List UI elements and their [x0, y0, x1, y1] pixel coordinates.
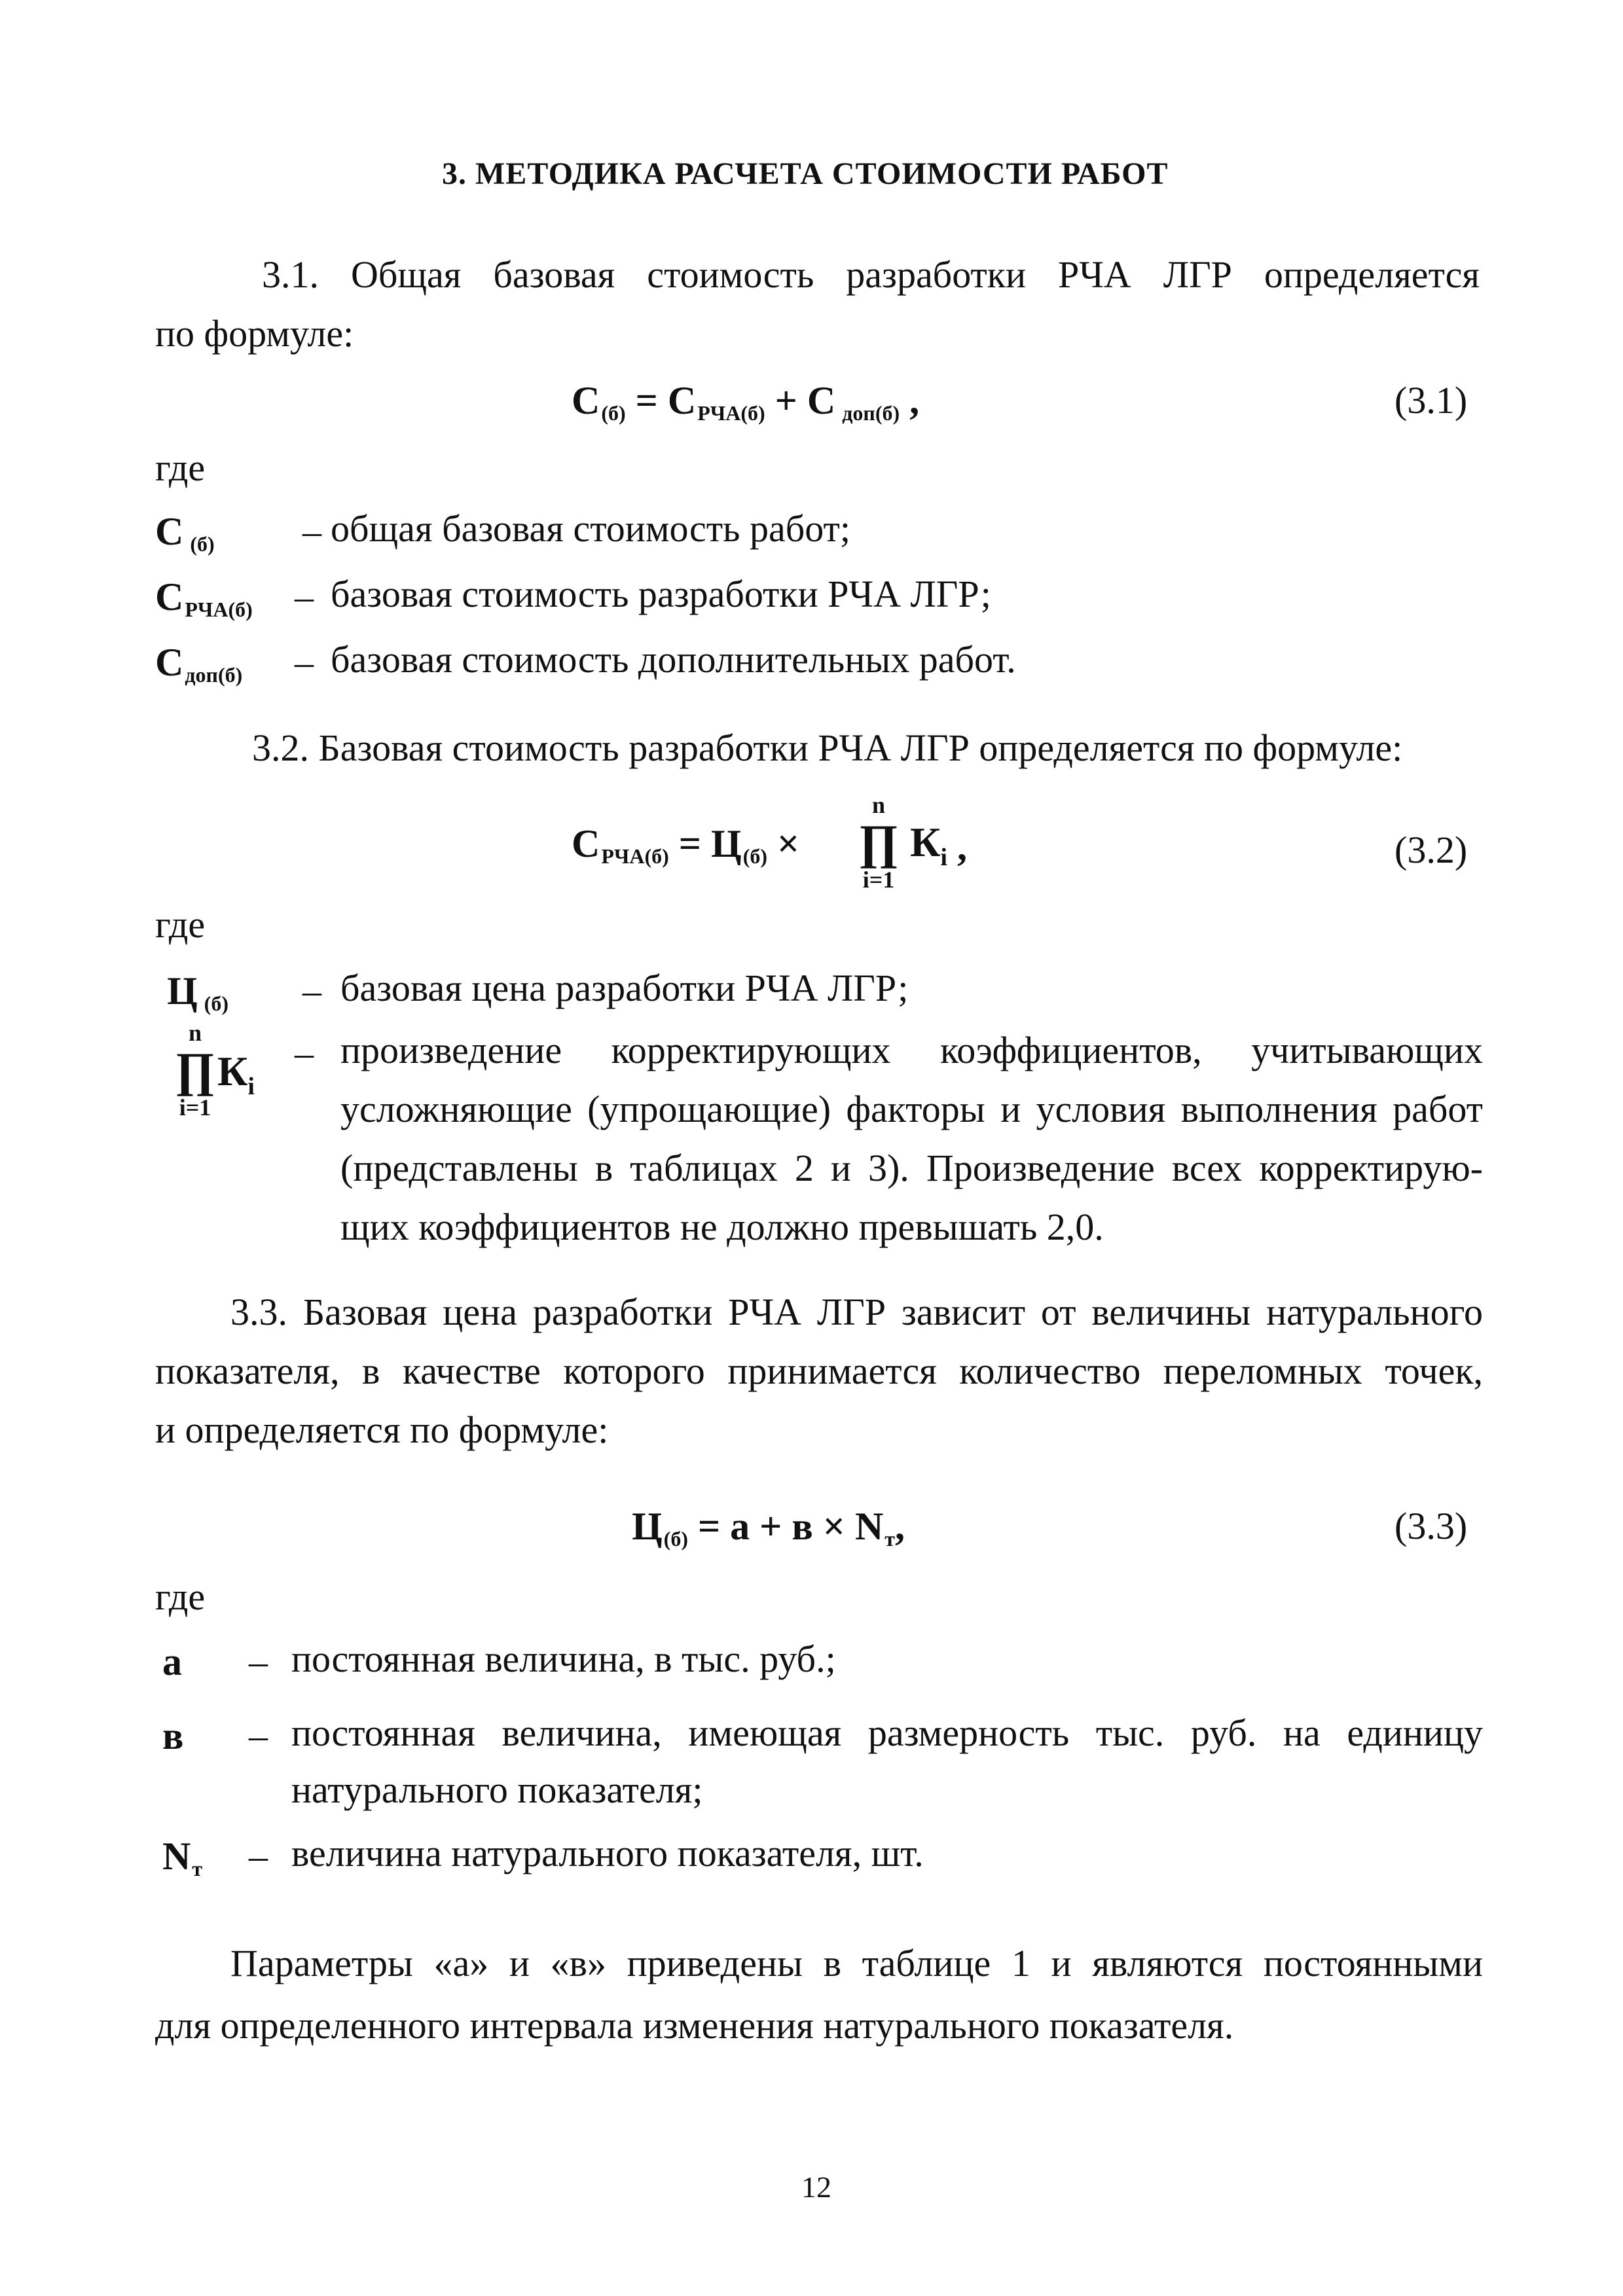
- symbol-letter: С: [155, 641, 184, 684]
- def-dash: –: [249, 1714, 268, 1757]
- formula-symbol: С: [572, 822, 600, 865]
- formula-body: = а + в × N: [687, 1505, 884, 1548]
- product-lower-limit: i=1: [862, 867, 895, 893]
- symbol-subscript: РЧА(б): [185, 598, 253, 621]
- def-dash: –: [302, 969, 321, 1012]
- section-title: 3. МЕТОДИКА РАСЧЕТА СТОИМОСТИ РАБОТ: [442, 156, 1169, 191]
- where-label-1: где: [155, 446, 206, 489]
- formula-3-2-right: [910, 818, 967, 872]
- equation-number-3-1: (3.1): [1395, 379, 1468, 422]
- def-dash: –: [295, 575, 314, 618]
- def-text-product-line-2: усложняющие (упрощающие) факторы и условия выполнения работ: [340, 1088, 1483, 1130]
- symbol-subscript: доп(б): [185, 663, 243, 687]
- formula-symbol: С: [572, 379, 600, 422]
- symbol-letter: С: [155, 575, 184, 619]
- def-text-product-line-4: щих коэффициентов не должно превышать 2,0.: [340, 1206, 1104, 1248]
- def-text-c-rcha: базовая стоимость разработки РЧА ЛГР;: [331, 573, 991, 615]
- formula-3-3: [632, 1504, 905, 1551]
- paragraph-3-2: 3.2. Базовая стоимость разработки РЧА ЛГР определяется по формуле:: [252, 726, 1403, 769]
- def-symbol-c-rcha: [155, 575, 253, 622]
- formula-operator: ×: [767, 822, 810, 865]
- def-text-product-line-1: произведение корректирующих коэффициентов, учитывающих: [340, 1029, 1483, 1071]
- formula-subscript: (б): [742, 844, 767, 868]
- def-text-c-b: общая базовая стоимость работ;: [331, 507, 850, 550]
- def-dash: –: [295, 1031, 314, 1074]
- formula-subscript: РЧА(б): [601, 844, 669, 868]
- formula-symbol: С: [807, 379, 836, 422]
- paragraph-3-3-line-3: и определяется по формуле:: [155, 1408, 609, 1451]
- paragraph-3-1-line-2: по формуле:: [155, 312, 354, 355]
- def-text-product-line-3: (представлены в таблицах 2 и 3). Произведение всех корректирую-: [340, 1147, 1483, 1189]
- def-symbol-n: [162, 1834, 202, 1881]
- product-symbol: ∏: [858, 816, 899, 869]
- formula-punctuation: ,: [947, 825, 967, 869]
- where-label-2: где: [155, 903, 206, 946]
- symbol-letter: С: [155, 510, 184, 553]
- def-text-n: величина натурального показателя, шт.: [291, 1832, 924, 1874]
- formula-3-2-product: [852, 792, 905, 893]
- where-label-3: где: [155, 1575, 206, 1618]
- def-symbol-a: а: [162, 1640, 182, 1683]
- paragraph-3-3-line-1: 3.3. Базовая цена разработки РЧА ЛГР зависит от величины натурального: [230, 1291, 1483, 1333]
- def-text-a: постоянная величина, в тыс. руб.;: [291, 1638, 836, 1680]
- def-symbol-v: в: [162, 1714, 184, 1757]
- formula-symbol: Ц: [711, 822, 742, 865]
- formula-3-2-left: [572, 821, 809, 869]
- product-upper-limit: n: [188, 1020, 202, 1046]
- def-dash: –: [295, 641, 314, 683]
- formula-subscript: т: [884, 1527, 896, 1551]
- formula-operator: =: [668, 822, 711, 865]
- product-symbol: ∏: [175, 1043, 215, 1097]
- product-lower-limit: i=1: [179, 1094, 211, 1121]
- page-number: 12: [801, 2170, 831, 2204]
- formula-operator: =: [625, 379, 668, 422]
- formula-symbol: К: [910, 819, 941, 865]
- def-text-v-line-1: постоянная величина, имеющая размерность тыс. руб. на единицу: [291, 1712, 1483, 1754]
- symbol-subscript: i: [247, 1073, 255, 1100]
- formula-subscript: i: [940, 844, 947, 871]
- formula-subscript: РЧА(б): [697, 401, 765, 425]
- symbol-letter: К: [217, 1048, 248, 1094]
- formula-punctuation: ,: [900, 379, 920, 422]
- formula-symbol: Ц: [632, 1505, 663, 1548]
- symbol-letter: Ц: [167, 969, 198, 1013]
- equation-number-3-2: (3.2): [1395, 829, 1468, 871]
- symbol-subscript: т: [192, 1857, 203, 1880]
- def-text-c-dop: базовая стоимость дополнительных работ.: [331, 638, 1016, 681]
- def-dash: –: [302, 510, 321, 552]
- symbol-subscript: (б): [198, 992, 228, 1015]
- def-dash: –: [249, 1835, 268, 1877]
- product-upper-limit: n: [871, 792, 886, 818]
- def-symbol-c-b: [155, 509, 215, 556]
- def-symbol-ts-b: [167, 969, 228, 1016]
- formula-subscript: (б): [663, 1527, 688, 1551]
- params-paragraph-line-1: Параметры «а» и «в» приведены в таблице 1 и являются постоянными: [230, 1942, 1483, 1984]
- def-dash: –: [249, 1640, 268, 1683]
- def-symbol-product: [169, 1020, 221, 1121]
- formula-symbol: С: [667, 379, 697, 422]
- formula-3-1: [572, 378, 919, 425]
- symbol-subscript: (б): [185, 532, 215, 556]
- equation-number-3-3: (3.3): [1395, 1505, 1468, 1547]
- def-symbol-k: [217, 1047, 255, 1101]
- def-text-ts-b: базовая цена разработки РЧА ЛГР;: [340, 967, 909, 1009]
- def-text-v-line-2: натурального показателя;: [291, 1768, 703, 1811]
- def-symbol-c-dop: [155, 640, 242, 687]
- symbol-letter: N: [162, 1835, 191, 1878]
- formula-subscript: (б): [601, 401, 626, 425]
- paragraph-3-3-line-2: показателя, в качестве которого принимается количество переломных точек,: [155, 1350, 1483, 1392]
- formula-operator: +: [765, 379, 807, 422]
- formula-subscript: доп(б): [837, 401, 900, 425]
- params-paragraph-line-2: для определенного интервала изменения натурального показателя.: [155, 2004, 1234, 2047]
- paragraph-3-1-line-1: 3.1. Общая базовая стоимость разработки РЧА ЛГР определяется: [262, 253, 1480, 296]
- formula-punctuation: ,: [895, 1505, 905, 1548]
